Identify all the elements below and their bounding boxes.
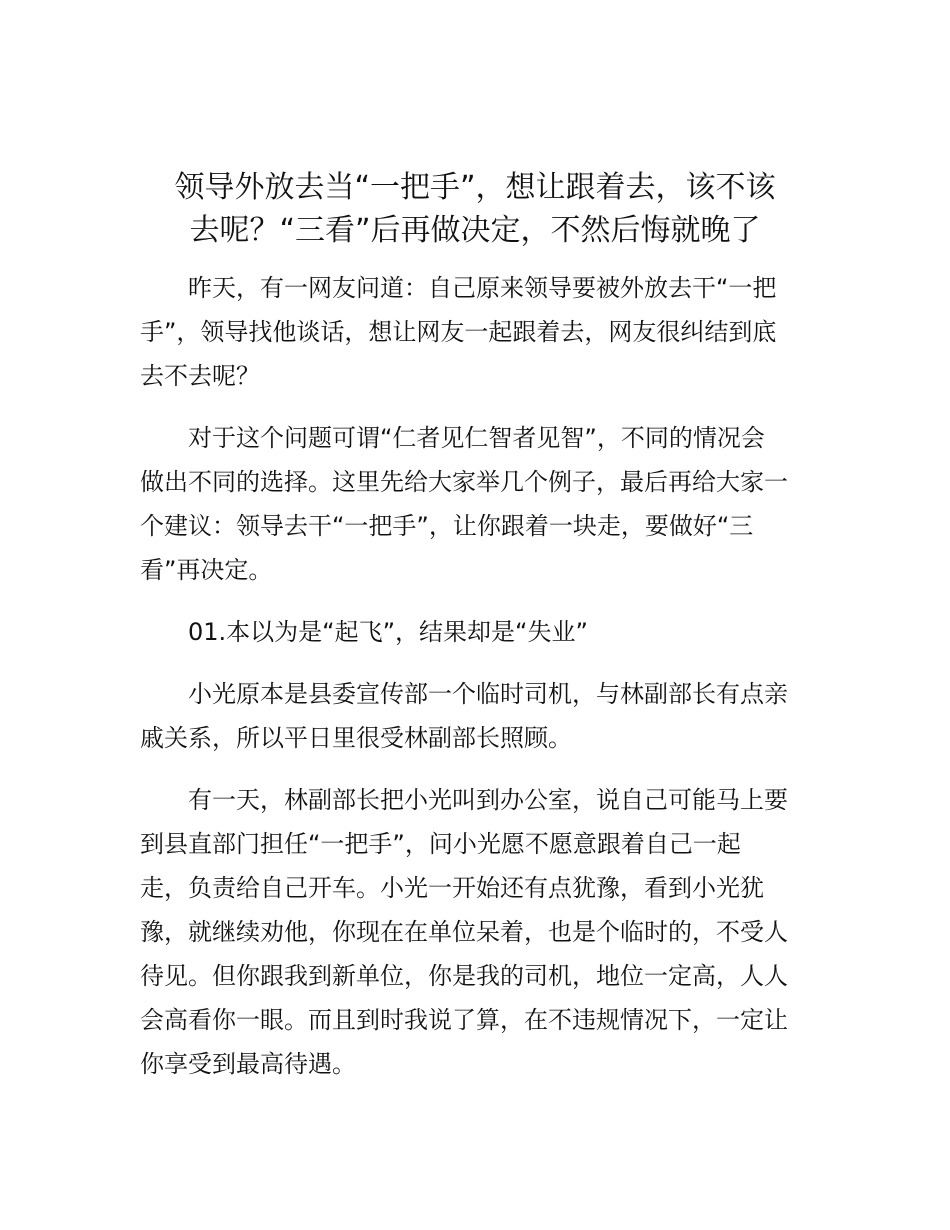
article-body — [140, 266, 812, 1104]
text-line: 昨天，有一网友问道：自己原来领导要被外放去干“一把 — [188, 274, 777, 302]
title-line: 领导外放去当“一把手”，想让跟着去，该不该 — [174, 170, 776, 205]
text-line: 小光原本是县委宣传部一个临时司机，与林副部长有点亲 — [188, 680, 788, 708]
text-line: 对于这个问题可谓“仁者见仁智者见智”，不同的情况会 — [188, 424, 765, 452]
text-line: 看”再决定。 — [140, 556, 273, 584]
text-line: 走，负责给自己开车。小光一开始还有点犹豫，看到小光犹 — [140, 874, 764, 902]
text-line: 01.本以为是“起飞”，结果却是“失业” — [188, 618, 588, 646]
text-line: 个建议：领导去干“一把手”，让你跟着一块走，要做好“三 — [140, 512, 754, 540]
paragraph-story-detail — [140, 778, 812, 1086]
text-line: 会高看你一眼。而且到时我说了算，在不违规情况下，一定让 — [140, 1006, 788, 1034]
paragraph-overview — [140, 416, 812, 592]
text-line: 手”，领导找他谈话，想让网友一起跟着去，网友很纠结到底 — [140, 318, 777, 346]
text-line: 做出不同的选择。这里先给大家举几个例子，最后再给大家一 — [140, 468, 788, 496]
paragraph-story-intro — [140, 672, 812, 760]
text-line: 去不去呢？ — [140, 362, 260, 390]
paragraph-intro — [140, 266, 812, 398]
text-line: 待见。但你跟我到新单位，你是我的司机，地位一定高，人人 — [140, 962, 788, 990]
text-line: 有一天，林副部长把小光叫到办公室，说自己可能马上要 — [188, 786, 788, 814]
text-line: 豫，就继续劝他，你现在在单位呆着，也是个临时的，不受人 — [140, 918, 788, 946]
section-heading — [140, 610, 812, 654]
text-line: 戚关系，所以平日里很受林副部长照顾。 — [140, 724, 572, 752]
article-title — [140, 166, 810, 252]
text-line: 你享受到最高待遇。 — [140, 1050, 356, 1078]
title-line: 去呢？“三看”后再做决定，不然后悔就晚了 — [189, 213, 761, 248]
text-line: 到县直部门担任“一把手”，问小光愿不愿意跟着自己一起 — [140, 830, 741, 858]
